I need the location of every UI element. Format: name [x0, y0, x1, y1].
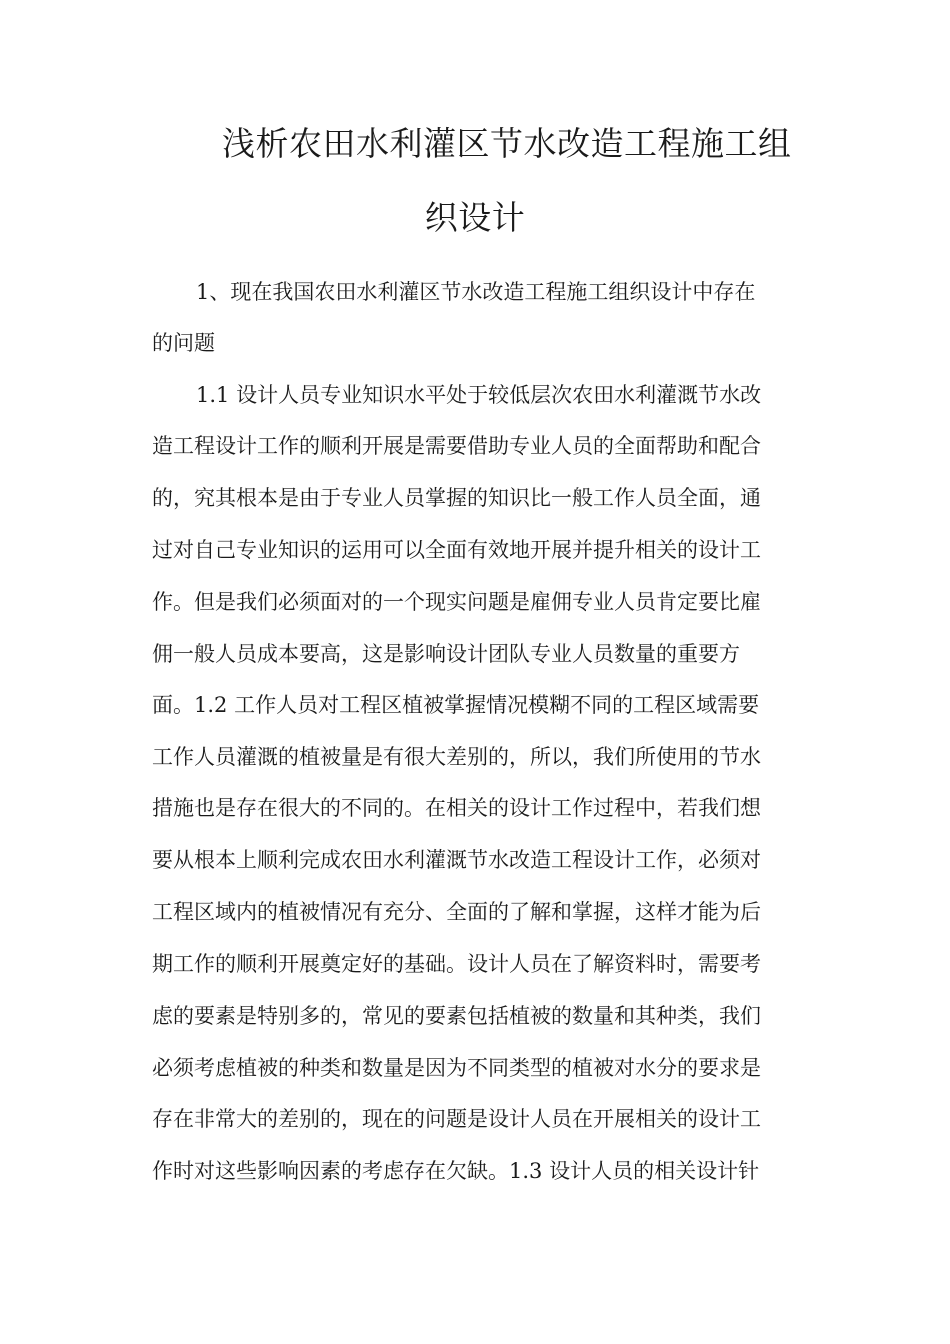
- paragraph-line: 的，究其根本是由于专业人员掌握的知识比一般工作人员全面，通: [152, 486, 761, 510]
- paragraph-line: 面。1.2 工作人员对工程区植被掌握情况模糊不同的工程区域需要: [152, 693, 760, 717]
- paragraph-line: 作时对这些影响因素的考虑存在欠缺。1.3 设计人员的相关设计针: [152, 1159, 760, 1183]
- paragraph-line: 造工程设计工作的顺利开展是需要借助专业人员的全面帮助和配合: [152, 434, 761, 458]
- paragraph-line: 工作人员灌溉的植被量是有很大差别的，所以，我们所使用的节水: [152, 745, 761, 769]
- section-heading-1-line-1: 1、现在我国农田水利灌区节水改造工程施工组织设计中存在: [196, 280, 756, 304]
- paragraph-line: 过对自己专业知识的运用可以全面有效地开展并提升相关的设计工: [152, 538, 761, 562]
- paragraph-line: 必须考虑植被的种类和数量是因为不同类型的植被对水分的要求是: [152, 1056, 761, 1080]
- paragraph-line: 期工作的顺利开展奠定好的基础。设计人员在了解资料时，需要考: [152, 952, 761, 976]
- section-heading-1-line-2: 的问题: [152, 331, 215, 355]
- paragraph-line: 1.1 设计人员专业知识水平处于较低层次农田水利灌溉节水改: [196, 383, 762, 407]
- paragraph-line: 虑的要素是特别多的，常见的要素包括植被的数量和其种类，我们: [152, 1004, 761, 1028]
- document-title-line-1: 浅析农田水利灌区节水改造工程施工组: [222, 124, 792, 163]
- paragraph-line: 工程区域内的植被情况有充分、全面的了解和掌握，这样才能为后: [152, 900, 761, 924]
- paragraph-line: 要从根本上顺利完成农田水利灌溉节水改造工程设计工作，必须对: [152, 848, 761, 872]
- paragraph-line: 佣一般人员成本要高，这是影响设计团队专业人员数量的重要方: [152, 642, 740, 666]
- document-title-line-2: 织设计: [424, 198, 526, 237]
- paragraph-line: 措施也是存在很大的不同的。在相关的设计工作过程中，若我们想: [152, 796, 761, 820]
- paragraph-line: 存在非常大的差别的，现在的问题是设计人员在开展相关的设计工: [152, 1107, 761, 1131]
- paragraph-line: 作。但是我们必须面对的一个现实问题是雇佣专业人员肯定要比雇: [152, 590, 761, 614]
